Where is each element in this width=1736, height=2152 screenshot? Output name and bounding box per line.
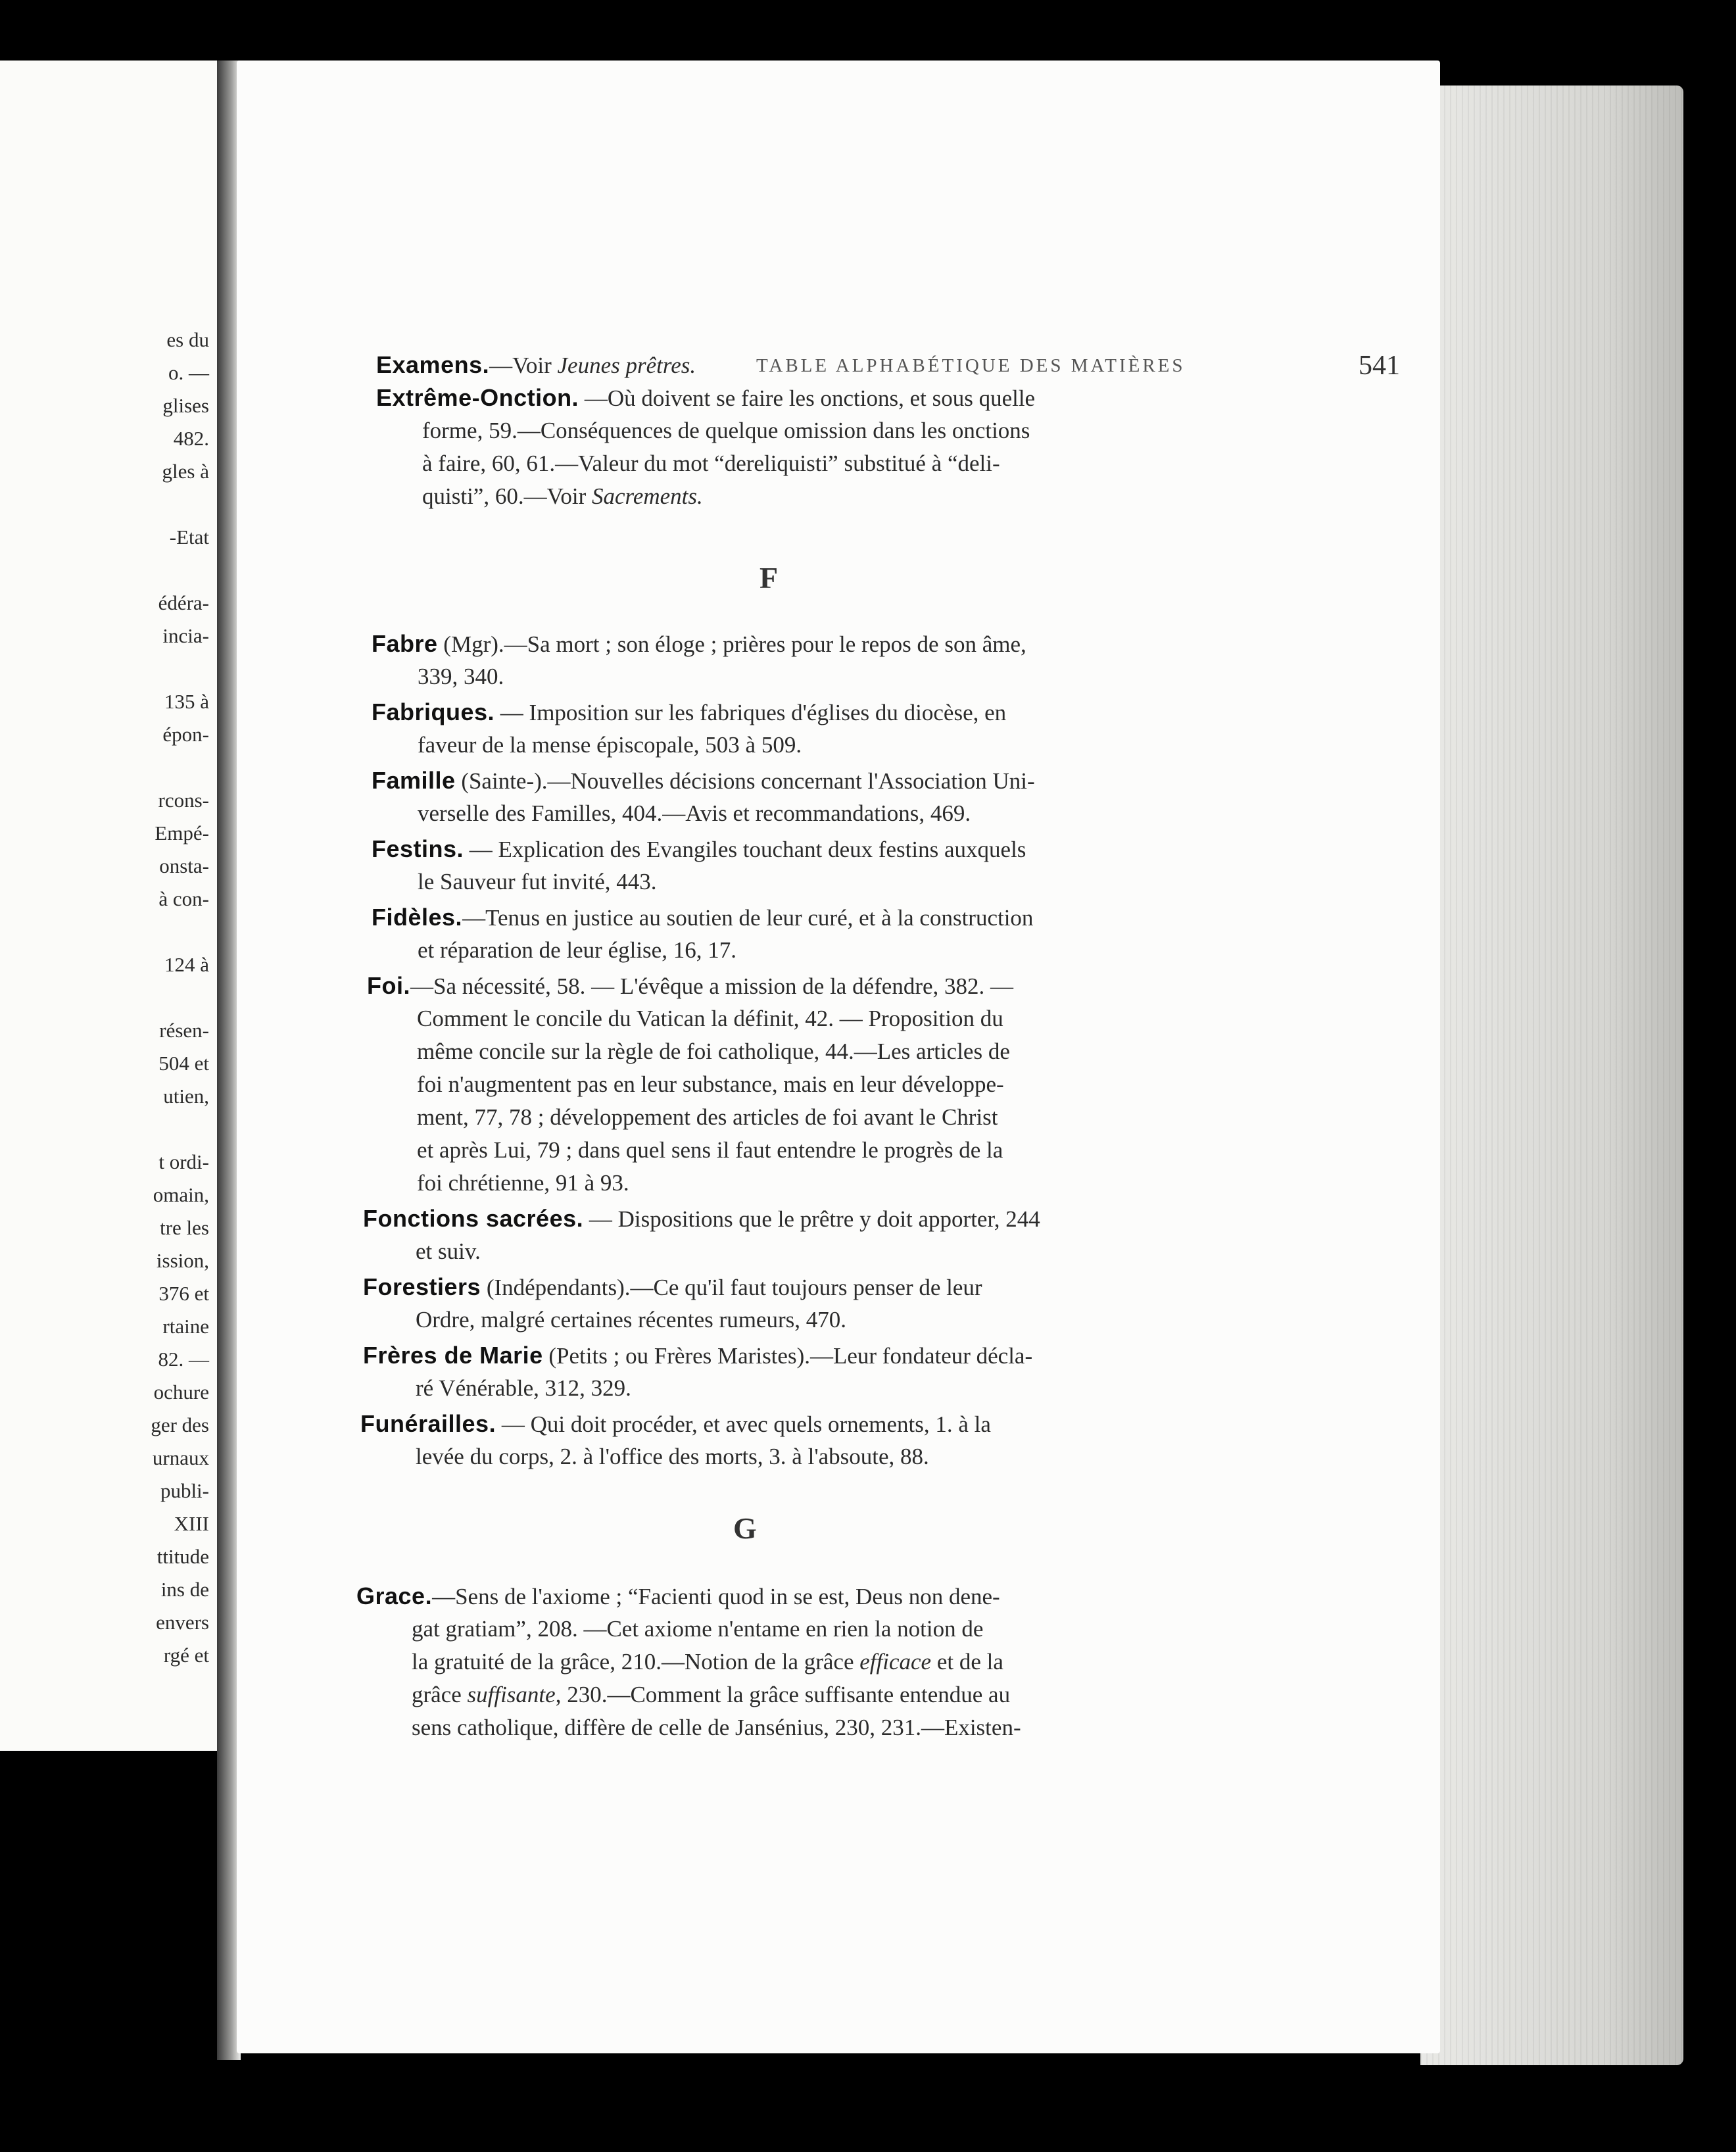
section-letter-g: G <box>733 1511 757 1545</box>
previous-page-line: rtaine <box>162 1315 209 1338</box>
previous-page-line: 376 et <box>158 1282 209 1305</box>
previous-page-line: glises <box>162 394 209 417</box>
book-fore-edge <box>1420 86 1683 2065</box>
previous-page-line: gles à <box>162 460 209 483</box>
previous-page-line: t ordi- <box>158 1150 209 1173</box>
previous-page-line: es du <box>166 328 209 351</box>
previous-page-line: rgé et <box>163 1644 209 1667</box>
previous-page-line: ission, <box>156 1249 209 1272</box>
previous-page-line: utien, <box>163 1085 209 1108</box>
previous-page <box>0 61 221 1751</box>
previous-page-line: édéra- <box>158 591 209 614</box>
previous-page-line: ins de <box>160 1578 209 1601</box>
previous-page-line: ger des <box>151 1413 209 1436</box>
previous-page-line: Empé- <box>155 821 209 844</box>
previous-page-line: tre les <box>160 1216 209 1239</box>
previous-page-line: urnaux <box>152 1446 209 1469</box>
previous-page-line: résen- <box>159 1019 209 1042</box>
page-number: 541 <box>1359 351 1400 381</box>
previous-page-line: incia- <box>162 624 209 647</box>
previous-page-line: 82. — <box>158 1348 209 1371</box>
previous-page-line: omain, <box>153 1183 209 1206</box>
previous-page-line: -Etat <box>169 526 209 549</box>
previous-page-line <box>151 1113 209 1146</box>
previous-page-line <box>151 652 209 685</box>
previous-page-line: ttitude <box>157 1545 209 1568</box>
previous-page-line <box>151 916 209 948</box>
section-letter-f: F <box>760 561 779 595</box>
previous-page-line: ochure <box>153 1381 209 1404</box>
previous-page-line: envers <box>156 1611 209 1634</box>
previous-page-line: publi- <box>160 1479 209 1502</box>
previous-page-text <box>151 324 209 1672</box>
previous-page-line <box>151 554 209 587</box>
previous-page-line <box>151 488 209 521</box>
previous-page-line: 124 à <box>164 953 209 976</box>
previous-page-line: épon- <box>162 723 209 746</box>
previous-page-line <box>151 981 209 1014</box>
previous-page-line: 135 à <box>164 690 209 713</box>
previous-page-line <box>151 751 209 784</box>
previous-page-line: à con- <box>158 887 209 910</box>
previous-page-line: onsta- <box>159 854 209 877</box>
previous-page-line: rcons- <box>158 789 209 812</box>
previous-page-line: o. — <box>168 361 209 384</box>
previous-page-line: 482. <box>173 427 209 450</box>
index-page: TABLE ALPHABÉTIQUE DES MATIÈRES 541 Examens.—Voir Jeunes prêtres. Extrême-Onction. —Où doivent se faire les onctions, et sous quelle forme, 59.—Conséquences de quelque omission dans les onctions à faire, 60, 61.—Valeur du mot “dereliquisti” substitué à “deli- quisti”, 60.—Voir Sacrements. F Fabre (Mgr).—Sa mort ; son éloge ; prières pour le repos de son âme, 339, 340. Fabriques. — Imposition sur les fabriques d'églises du diocèse, en faveur de la mense épiscopale, 503 à 509. Famille (Sainte-).—Nouvelles décisions concernant l'Association Uni- verselle des Familles, 404.—Avis et recommandations, 469. Festins. — Explication des Evangiles touchant deux festins auxquels le Sauveur fut invité, 443. Fidèles.—Tenus en justice au soutien de leur curé, et à la construction et réparation de leur église, 16, 17. Foi.—Sa nécessité, 58. — L'évêque a mission de la défendre, 382. — Comment le concile du Vatican la définit, 42. — Proposition du même concile sur la règle de foi catholique, 44.—Les articles de foi n'augmentent pas en leur substance, mais en leur développe- ment, 77, 78 ; développement des articles de foi avant le Christ et après Lui, 79 ; dans quel sens il faut entendre le progrès de la foi chrétienne, 91 à 93. Fonctions sacrées. — Dispositions que le prêtre y doit apporter, 244 et suiv. Forestiers (Indépendants).—Ce qu'il faut toujours penser de leur Ordre, malgré certaines récentes rumeurs, 470. Frères de Marie (Petits ; ou Frères Maristes).—Leur fondateur décla- ré Vénérable, 312, 329. Funérailles. — Qui doit procéder, et avec quels ornements, 1. à la levée du corps, 2. à l'office des morts, 3. à l'absoute, 88. G Grace.—Sens de l'axiome ; “Facienti quod in se est, Deus non dene- gat gratiam”, 208. —Cet axiome n'entame en rien la notion de la gratuité de la grâce, 210.—Notion de la grâce efficace et de la grâce suffisante, 230.—Comment la grâce suffisante entendue au sens catholique, diffère de celle de Jansénius, 230, 231.—Existen- <box>237 61 1440 2053</box>
previous-page-line: 504 et <box>158 1052 209 1075</box>
previous-page-line: XIII <box>174 1512 209 1535</box>
running-head: TABLE ALPHABÉTIQUE DES MATIÈRES <box>756 355 1186 376</box>
